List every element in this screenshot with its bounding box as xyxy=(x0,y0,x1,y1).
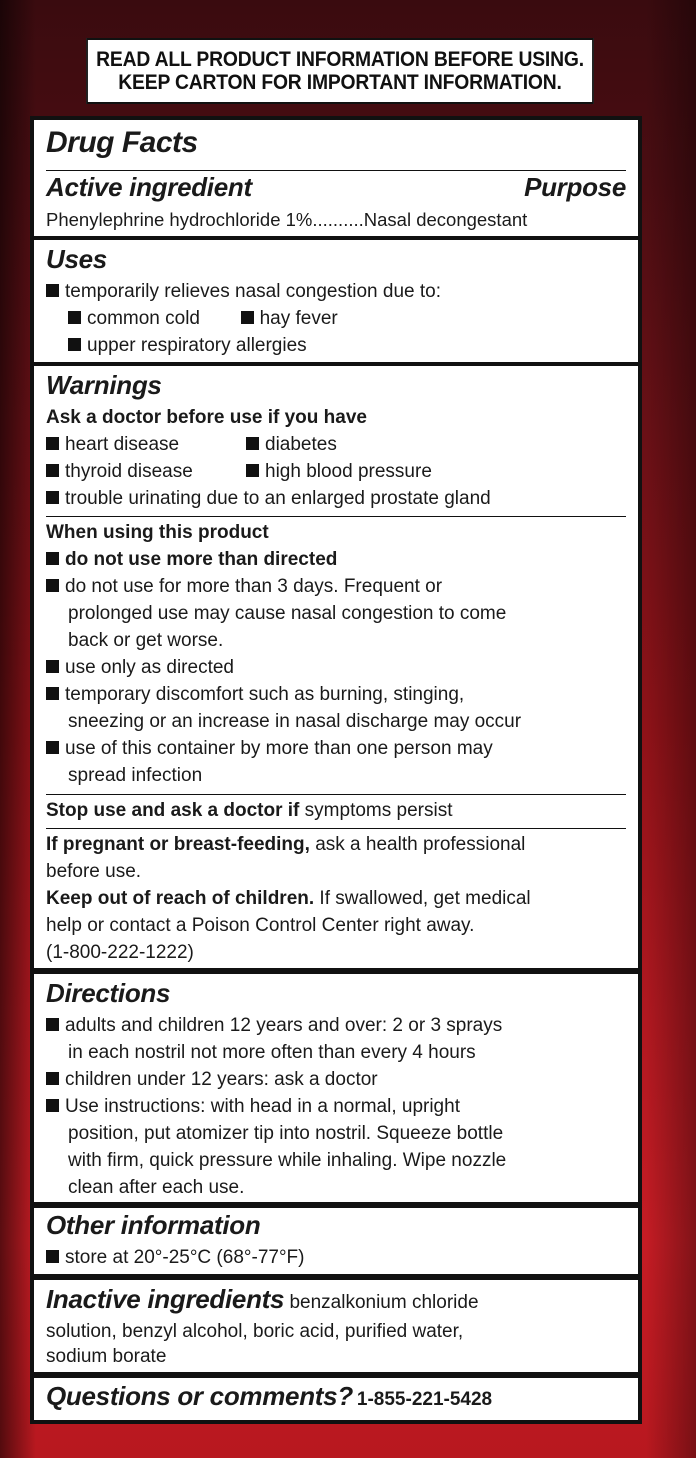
questions-line xyxy=(46,1381,626,1412)
other-info-section xyxy=(34,1208,638,1274)
bullet-icon xyxy=(68,311,81,324)
uses-section xyxy=(34,240,638,362)
drug-facts-header-section xyxy=(34,120,638,236)
notice-line-2: KEEP CARTON FOR IMPORTANT INFORMATION. xyxy=(118,71,562,94)
bullet-icon xyxy=(246,464,259,477)
direction-3-cont: position, put atomizer tip into nostril. Squeeze bottle xyxy=(68,1123,504,1144)
direction-3: Use instructions: with head in a normal, upright xyxy=(46,1093,626,1120)
uses-intro: temporarily relieves nasal congestion due to: xyxy=(46,278,626,305)
bullet-icon xyxy=(46,1250,59,1263)
inactive-ingredients-section xyxy=(34,1280,638,1372)
keep-out-line-2: help or contact a Poison Control Center right away. xyxy=(46,915,475,936)
questions-phone: 1-855-221-5428 xyxy=(356,1389,493,1410)
bullet-icon xyxy=(46,437,59,450)
bullet-icon xyxy=(46,552,59,565)
pregnant-line-2: before use. xyxy=(46,861,142,882)
inactive-title: Inactive ingredients xyxy=(46,1284,285,1314)
drug-facts-title: Drug Facts xyxy=(46,126,198,159)
bullet-icon xyxy=(46,741,59,754)
inactive-line-2: solution, benzyl alcohol, boric acid, purified water, xyxy=(46,1321,464,1342)
use-hay-fever: hay fever xyxy=(259,308,338,329)
bullet-icon xyxy=(46,284,59,297)
uses-row-1 xyxy=(46,305,626,332)
drug-facts-panel xyxy=(30,116,642,1424)
keep-out-line: Keep out of reach of children. If swallowed, get medical xyxy=(46,888,531,909)
bullet-icon xyxy=(46,687,59,700)
other-info-title: Other information xyxy=(46,1210,261,1240)
when-item-2-cont2: back or get worse. xyxy=(68,630,224,651)
inactive-line-1: Inactive ingredients benzalkonium chloride xyxy=(46,1284,479,1314)
direction-3-cont3: clean after each use. xyxy=(68,1177,245,1198)
uses-title: Uses xyxy=(46,244,107,274)
when-item-2: do not use for more than 3 days. Frequent or xyxy=(46,573,626,600)
uses-row-2 xyxy=(46,332,626,359)
ask-row-3: trouble urinating due to an enlarged prostate gland xyxy=(46,485,626,512)
use-allergies: upper respiratory allergies xyxy=(87,335,307,356)
bullet-icon xyxy=(246,437,259,450)
purpose-label: Purpose xyxy=(524,172,626,202)
bullet-icon xyxy=(46,579,59,592)
questions-title: Questions or comments? xyxy=(46,1381,353,1411)
ask-row-1: heart disease diabetes xyxy=(46,431,626,458)
ingredient-line: Phenylephrine hydrochloride 1%..........Nasal decongestant xyxy=(46,209,528,230)
use-common-cold: common cold xyxy=(87,308,200,329)
read-notice-box xyxy=(86,38,594,104)
questions-section xyxy=(34,1378,638,1420)
pregnant-line: If pregnant or breast-feeding, ask a health professional xyxy=(46,834,526,855)
direction-1-cont: in each nostril not more often than every 4 hours xyxy=(68,1042,476,1063)
bullet-icon xyxy=(46,464,59,477)
ask-row-2: thyroid disease high blood pressure xyxy=(46,458,626,485)
bullet-icon xyxy=(46,1072,59,1085)
when-item-3: use only as directed xyxy=(46,654,626,681)
active-ingredient-header-row xyxy=(46,172,626,203)
storage-line: store at 20°-25°C (68°-77°F) xyxy=(46,1244,626,1271)
bullet-icon xyxy=(46,491,59,504)
bullet-icon xyxy=(46,660,59,673)
inactive-line-3: sodium borate xyxy=(46,1346,167,1367)
directions-title: Directions xyxy=(46,978,171,1008)
direction-1: adults and children 12 years and over: 2 or 3 sprays xyxy=(46,1012,626,1039)
direction-3-cont2: with firm, quick pressure while inhaling. Wipe nozzle xyxy=(68,1150,507,1171)
active-ingredient-label: Active ingredient xyxy=(46,172,252,202)
when-using-header: When using this product xyxy=(46,522,269,543)
warnings-section xyxy=(34,366,638,968)
direction-2: children under 12 years: ask a doctor xyxy=(46,1066,626,1093)
warnings-title: Warnings xyxy=(46,370,162,400)
ask-doctor-header: Ask a doctor before use if you have xyxy=(46,407,367,428)
directions-section xyxy=(34,974,638,1202)
when-item-1: do not use more than directed xyxy=(46,546,626,573)
when-item-4: temporary discomfort such as burning, stinging, xyxy=(46,681,626,708)
stop-use-line: Stop use and ask a doctor if symptoms persist xyxy=(46,800,453,821)
bullet-icon xyxy=(241,311,254,324)
when-item-5: use of this container by more than one person may xyxy=(46,735,626,762)
poison-control-phone: (1-800-222-1222) xyxy=(46,942,194,963)
bullet-icon xyxy=(46,1099,59,1112)
notice-line-1: READ ALL PRODUCT INFORMATION BEFORE USING. xyxy=(96,48,584,71)
when-item-5-cont: spread infection xyxy=(68,765,203,786)
when-item-2-cont: prolonged use may cause nasal congestion to come xyxy=(68,603,507,624)
when-item-4-cont: sneezing or an increase in nasal discharge may occur xyxy=(68,711,522,732)
bullet-icon xyxy=(68,338,81,351)
bullet-icon xyxy=(46,1018,59,1031)
